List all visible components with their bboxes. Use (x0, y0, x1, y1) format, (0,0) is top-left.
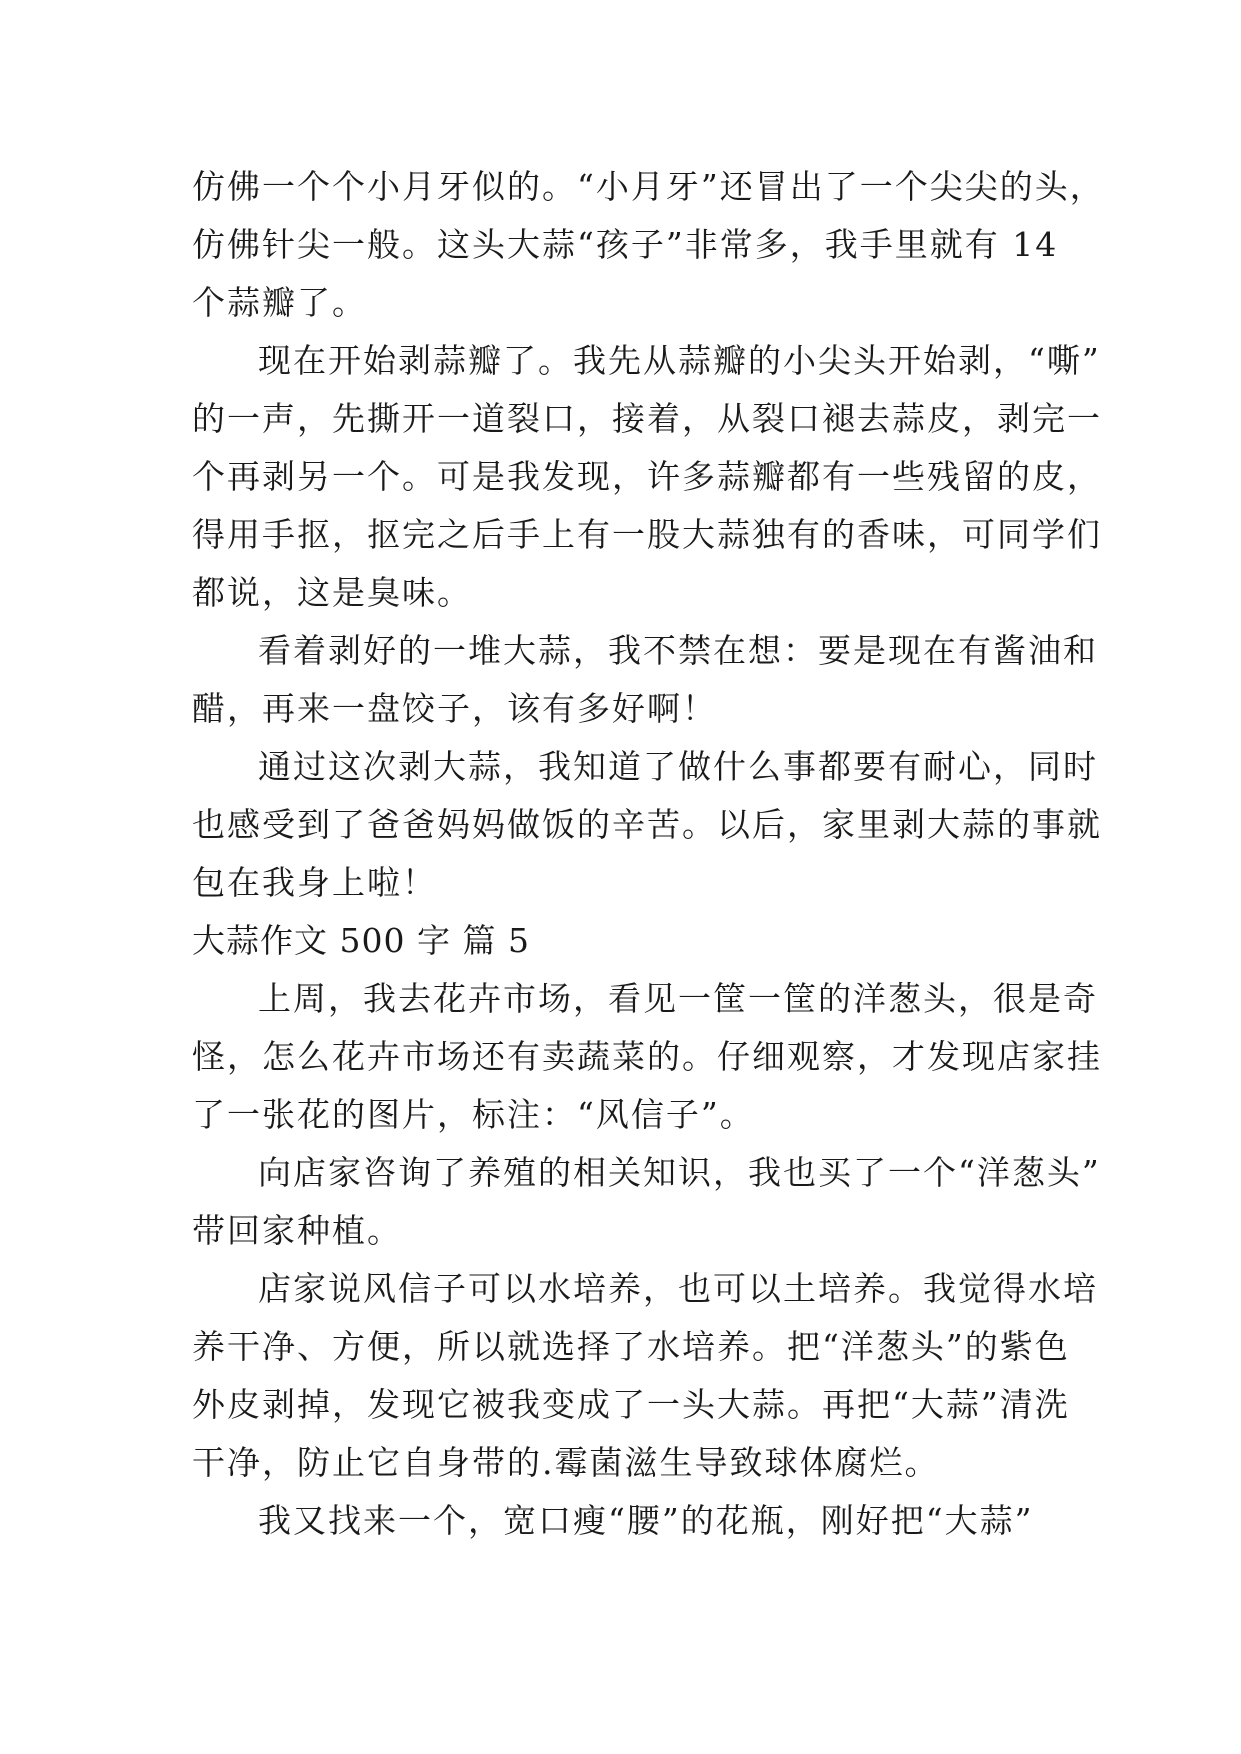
essay-body (192, 158, 1105, 1550)
text-line: 仿佛针尖一般。这头大蒜“孩子”非常多，我手里就有 14 (192, 225, 1059, 264)
text-line: 外皮剥掉，发现它被我变成了一头大蒜。再把“大蒜”清洗 (192, 1385, 1070, 1424)
text-line: 带回家种植。 (192, 1211, 402, 1250)
text-line: 得用手抠，抠完之后手上有一股大蒜独有的香味，可同学们 (192, 515, 1102, 554)
text-line: 醋，再来一盘饺子，该有多好啊！ (192, 689, 717, 728)
paragraph-start-line: 店家说风信子可以水培养，也可以土培养。我觉得水培 (258, 1269, 1098, 1308)
section-heading: 大蒜作文 500 字 篇 5 (192, 921, 530, 960)
paragraph-start-line: 通过这次剥大蒜，我知道了做什么事都要有耐心，同时 (258, 747, 1098, 786)
text-line: 干净，防止它自身带的.霉菌滋生导致球体腐烂。 (192, 1443, 940, 1482)
text-line: 个蒜瓣了。 (192, 283, 367, 322)
text-line: 仿佛一个个小月牙似的。“小月牙”还冒出了一个尖尖的头， (192, 167, 1105, 206)
paragraph-start-line: 向店家咨询了养殖的相关知识，我也买了一个“洋葱头” (258, 1153, 1101, 1192)
paragraph-start-line: 现在开始剥蒜瓣了。我先从蒜瓣的小尖头开始剥，“嘶” (258, 341, 1101, 380)
paragraph-start-line: 上周，我去花卉市场，看见一筐一筐的洋葱头，很是奇 (258, 979, 1098, 1018)
paragraph-start-line: 看着剥好的一堆大蒜，我不禁在想：要是现在有酱油和 (258, 631, 1098, 670)
text-line: 都说，这是臭味。 (192, 573, 472, 612)
text-line: 也感受到了爸爸妈妈做饭的辛苦。以后，家里剥大蒜的事就 (192, 805, 1102, 844)
text-line: 怪，怎么花卉市场还有卖蔬菜的。仔细观察，才发现店家挂 (192, 1037, 1102, 1076)
paragraph-start-line: 我又找来一个，宽口瘦“腰”的花瓶，刚好把“大蒜” (258, 1501, 1034, 1540)
text-line: 个再剥另一个。可是我发现，许多蒜瓣都有一些残留的皮， (192, 457, 1102, 496)
text-line: 养干净、方便，所以就选择了水培养。把“洋葱头”的紫色 (192, 1327, 1070, 1366)
text-line: 的一声，先撕开一道裂口，接着，从裂口褪去蒜皮，剥完一 (192, 399, 1102, 438)
text-line: 包在我身上啦！ (192, 863, 437, 902)
text-line: 了一张花的图片，标注：“风信子”。 (192, 1095, 755, 1134)
